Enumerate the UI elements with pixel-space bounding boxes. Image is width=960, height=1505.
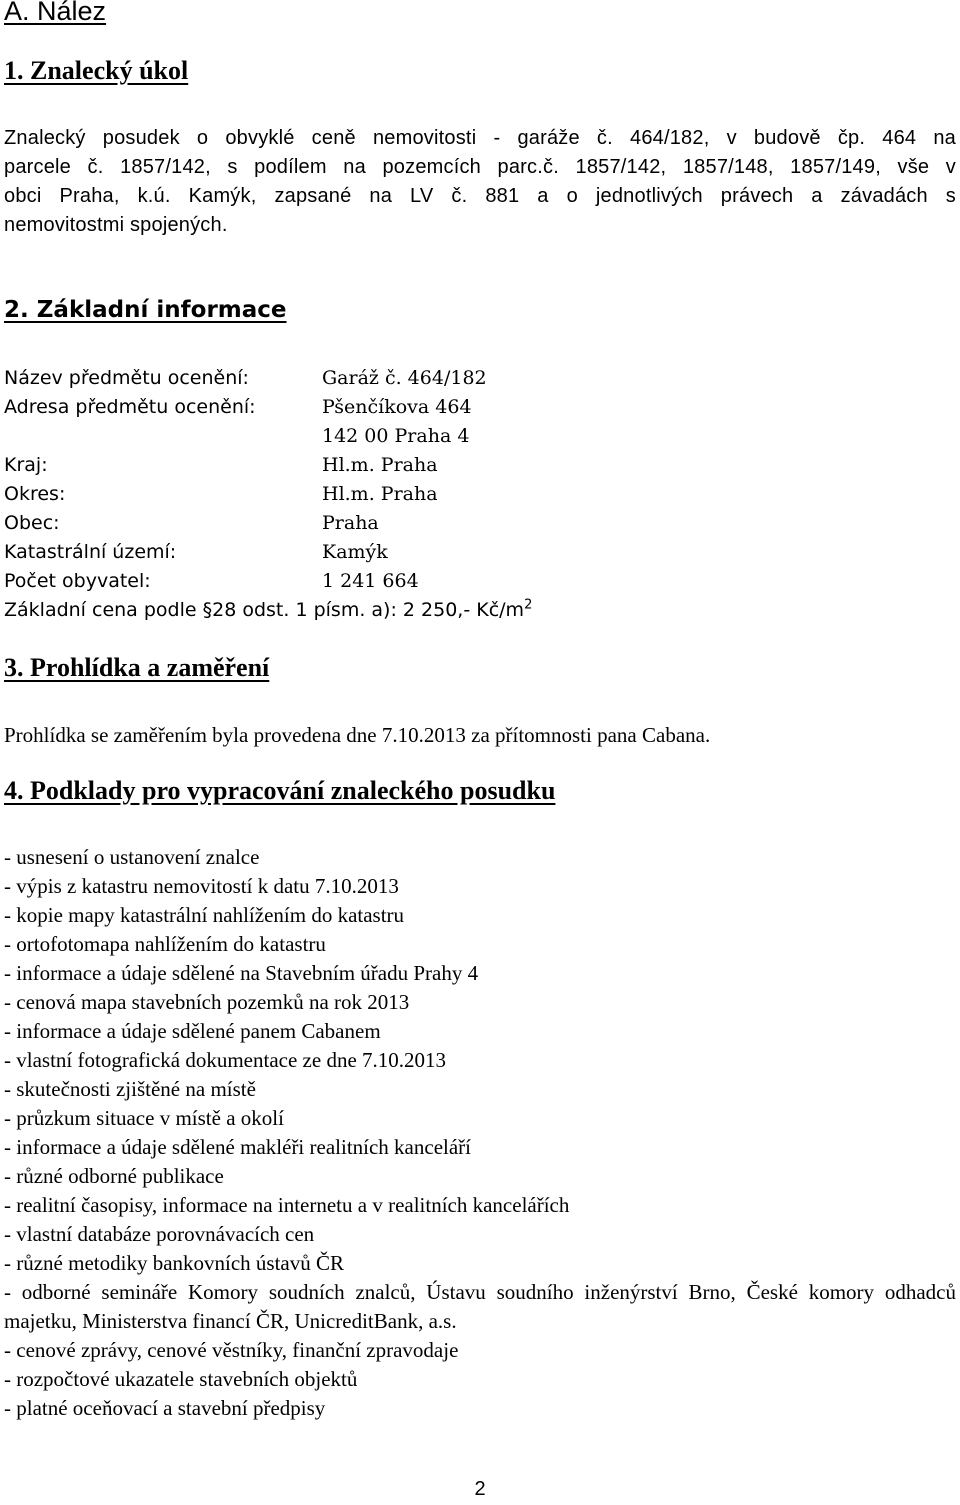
info-value: Garáž č. 464/182: [322, 367, 487, 389]
list-item: - informace a údaje sdělené makléři realitních kanceláří: [4, 1135, 472, 1159]
list-item: - různé metodiky bankovních ústavů ČR: [4, 1251, 345, 1275]
unit-exponent: 2: [524, 597, 533, 613]
base-price-value: 28 odst. 1 písm. a): 2 250,- Kč/m: [212, 599, 525, 621]
section-3-heading: 3. Prohlídka a zaměření: [4, 653, 270, 682]
info-label: Adresa předmětu ocenění:: [4, 396, 256, 418]
info-value: Praha: [322, 512, 379, 534]
info-label: Kraj:: [4, 454, 48, 476]
list-item: - platné oceňovací a stavební předpisy: [4, 1396, 326, 1420]
inspection-text: Prohlídka se zaměřením byla provedena dne 7.10.2013 za přítomnosti pana Cabana.: [4, 723, 711, 747]
list-item: - odborné semináře Komory soudních znalců, Ústavu soudního inženýrství Brno, České komory odhadců majetku, Ministerstva financí ČR, UnicreditBank, a.s.: [4, 1280, 956, 1333]
list-item: - kopie mapy katastrální nahlížením do katastru: [4, 903, 405, 927]
list-item: - informace a údaje sdělené panem Cabanem: [4, 1019, 381, 1043]
list-item: - skutečnosti zjištěné na místě: [4, 1077, 256, 1101]
info-label: Katastrální území:: [4, 541, 177, 563]
list-item: - cenová mapa stavebních pozemků na rok 2013: [4, 990, 410, 1014]
info-value: Hl.m. Praha: [322, 454, 438, 476]
paragraph-line: nemovitostmi spojených.: [4, 214, 228, 236]
list-item: - ortofotomapa nahlížením do katastru: [4, 932, 326, 956]
section-a-heading: A. Nález: [4, 0, 107, 26]
list-item: - různé odborné publikace: [4, 1164, 224, 1188]
list-item: - vlastní fotografická dokumentace ze dne 7.10.2013: [4, 1048, 447, 1072]
info-value: Pšenčíkova 464: [322, 396, 472, 418]
sources-list: [4, 843, 956, 1423]
section-1-heading: 1. Znalecký úkol: [4, 56, 189, 85]
info-value: 142 00 Praha 4: [322, 425, 470, 447]
section-2-heading: 2. Základní informace: [4, 297, 287, 323]
info-label: Počet obyvatel:: [4, 570, 151, 592]
list-item: - realitní časopisy, informace na internetu a v realitních kancelářích: [4, 1193, 570, 1217]
page-number: 2: [474, 1478, 486, 1500]
list-item: - cenové zprávy, cenové věstníky, finanční zpravodaje: [4, 1338, 459, 1362]
section-4-heading: 4. Podklady pro vypracování znaleckého posudku: [4, 776, 556, 805]
list-item: - průzkum situace v místě a okolí: [4, 1106, 284, 1130]
list-item: - výpis z katastru nemovitostí k datu 7.10.2013: [4, 874, 399, 898]
info-value: Hl.m. Praha: [322, 483, 438, 505]
section-1-paragraph: [4, 124, 956, 240]
info-label: Okres:: [4, 483, 66, 505]
info-label: Obec:: [4, 512, 60, 534]
info-value: 1 241 664: [322, 570, 419, 592]
list-item: - informace a údaje sdělené na Stavebním úřadu Prahy 4: [4, 961, 479, 985]
section-sign-icon: §: [202, 599, 213, 621]
info-label: Název předmětu ocenění:: [4, 367, 249, 389]
list-item: - rozpočtové ukazatele stavebních objektů: [4, 1367, 358, 1391]
list-item: - usnesení o ustanovení znalce: [4, 845, 260, 869]
base-price-label: Základní cena podle: [4, 599, 203, 621]
info-value: Kamýk: [322, 541, 388, 563]
list-item: - vlastní databáze porovnávacích cen: [4, 1222, 315, 1246]
base-price-row: [4, 596, 532, 625]
paragraph-line: Znalecký posudek o obvyklé ceně nemovitosti - garáže č. 464/182, v budově čp. 464 na: [4, 127, 956, 149]
paragraph-line: parcele č. 1857/142, s podílem na pozemcích parc.č. 1857/142, 1857/148, 1857/149, vše v: [4, 156, 956, 178]
paragraph-line: obci Praha, k.ú. Kamýk, zapsané na LV č. 881 a o jednotlivých právech a závadách s: [4, 185, 956, 207]
